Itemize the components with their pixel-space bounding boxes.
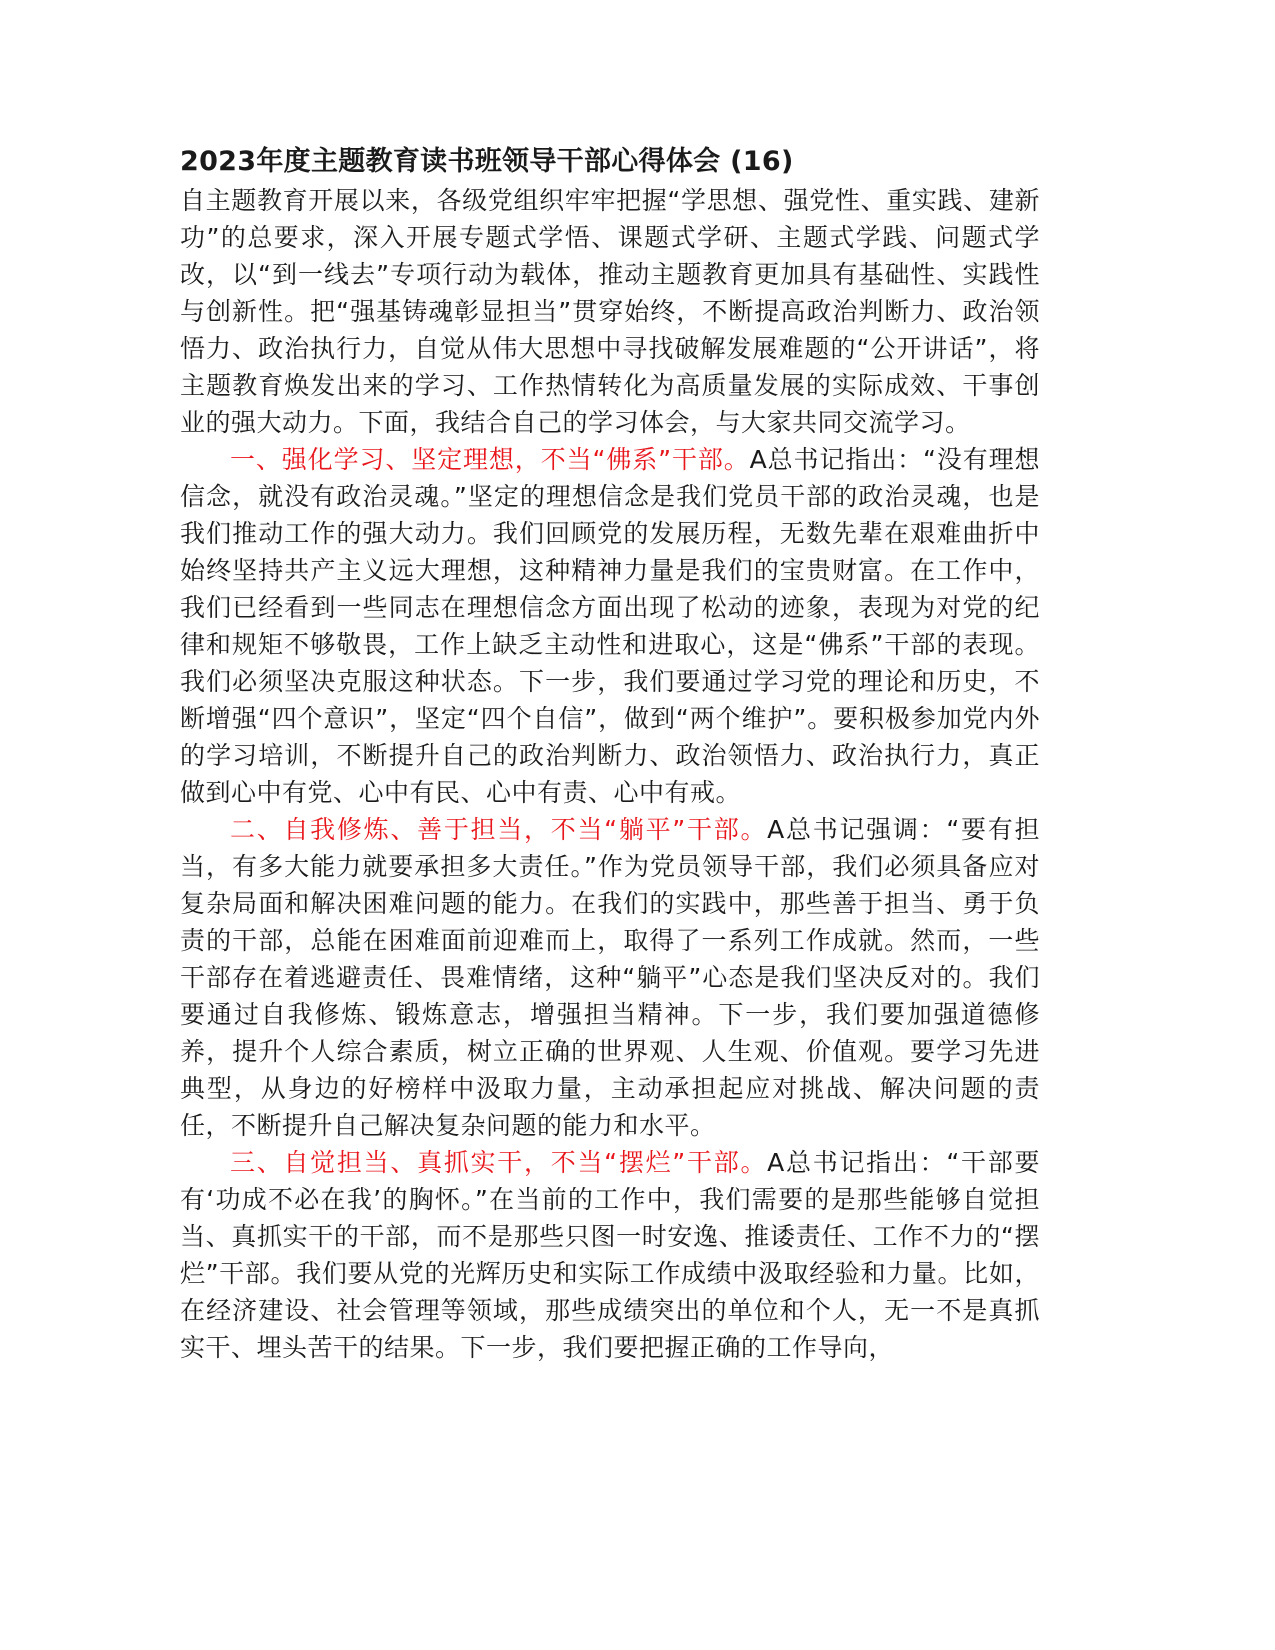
section-paragraph-2 <box>180 811 1040 1144</box>
section-heading-1: 一、强化学习、坚定理想，不当“佛系”干部。 <box>230 445 750 474</box>
document-title: 2023年度主题教育读书班领导干部心得体会 (16) <box>180 146 794 177</box>
section-paragraph-3 <box>180 1144 1040 1366</box>
section-paragraph-1 <box>180 441 1040 811</box>
section-body-2: A总书记强调：“要有担当，有多大能力就要承担多大责任。”作为党员领导干部，我们必须具备应对复杂局面和解决困难问题的能力。在我们的实践中，那些善于担当、勇于负责的干部，总能在困难面前迎难而上，取得了一系列工作成就。然而，一些干部存在着逃避责任、畏难情绪，这种“躺平”心态是我们坚决反对的。我们要通过自我修炼、锻炼意志，增强担当精神。下一步，我们要加强道德修养，提升个人综合素质，树立正确的世界观、人生观、价值观。要学习先进典型，从身边的好榜样中汲取力量，主动承担起应对挑战、解决问题的责任，不断提升自己解决复杂问题的能力和水平。 <box>180 815 1040 1140</box>
document-page <box>180 142 1040 1366</box>
intro-paragraph: 自主题教育开展以来，各级党组织牢牢把握“学思想、强党性、重实践、建新功”的总要求，深入开展专题式学悟、课题式学研、主题式学践、问题式学改，以“到一线去”专项行动为载体，推动主题教育更加具有基础性、实践性与创新性。把“强基铸魂彰显担当”贯穿始终，不断提高政治判断力、政治领悟力、政治执行力，自觉从伟大思想中寻找破解发展难题的“公开讲话”，将主题教育焕发出来的学习、工作热情转化为高质量发展的实际成效、干事创业的强大动力。下面，我结合自己的学习体会，与大家共同交流学习。 <box>180 186 1040 437</box>
section-body-3: A总书记指出：“干部要有‘功成不必在我’的胸怀。”在当前的工作中，我们需要的是那些能够自觉担当、真抓实干的干部，而不是那些只图一时安逸、推诿责任、工作不力的“摆烂”干部。我们要从党的光辉历史和实际工作成绩中汲取经验和力量。比如，在经济建设、社会管理等领域，那些成绩突出的单位和个人，无一不是真抓实干、埋头苦干的结果。下一步，我们要把握正确的工作导向， <box>180 1148 1040 1362</box>
section-heading-3: 三、自觉担当、真抓实干，不当“摆烂”干部。 <box>230 1148 768 1177</box>
section-body-1: A总书记指出：“没有理想信念，就没有政治灵魂。”坚定的理想信念是我们党员干部的政治灵魂，也是我们推动工作的强大动力。我们回顾党的发展历程，无数先辈在艰难曲折中始终坚持共产主义远大理想，这种精神力量是我们的宝贵财富。在工作中，我们已经看到一些同志在理想信念方面出现了松动的迹象，表现为对党的纪律和规矩不够敬畏，工作上缺乏主动性和进取心，这是“佛系”干部的表现。我们必须坚决克服这种状态。下一步，我们要通过学习党的理论和历史，不断增强“四个意识”，坚定“四个自信”，做到“两个维护”。要积极参加党内外的学习培训，不断提升自己的政治判断力、政治领悟力、政治执行力，真正做到心中有党、心中有民、心中有责、心中有戒。 <box>180 445 1041 807</box>
section-heading-2: 二、自我修炼、善于担当，不当“躺平”干部。 <box>230 815 768 844</box>
